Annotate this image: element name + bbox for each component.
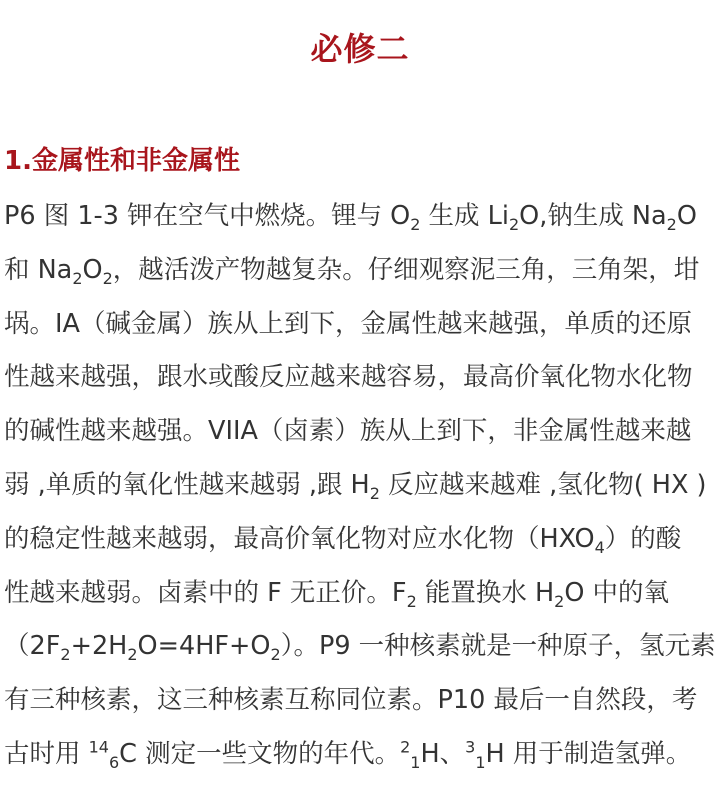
text-run: O,钠生成 Na	[519, 201, 667, 231]
subscript: 2	[369, 484, 380, 504]
text-line	[4, 674, 718, 728]
subscript: 2	[406, 591, 417, 611]
subscript: 2	[666, 215, 677, 235]
body-paragraph	[4, 190, 718, 782]
superscript: 14	[88, 737, 109, 757]
subscript: 2	[270, 645, 281, 665]
text-line	[4, 405, 718, 459]
text-run: H 用于制造氢弹。	[485, 738, 692, 769]
text-run: 埚。IA（碱金属）族从上到下，金属性越来越强，单质的还原	[4, 308, 692, 339]
text-run: O=4HF+O	[137, 631, 271, 662]
text-line	[4, 567, 718, 621]
text-run: 性越来越弱。卤素中的 F 无正价。F	[4, 577, 407, 608]
text-run: O 中的氧	[564, 577, 670, 608]
text-run: （2F	[4, 631, 61, 662]
subscript: 2	[102, 268, 113, 288]
subscript: 2	[72, 268, 83, 288]
text-line	[4, 620, 718, 674]
text-run: 反应越来越难 ,氢化物( HX )	[379, 469, 707, 500]
superscript: 2	[400, 737, 411, 757]
text-run: 有三种核素，这三种核素互称同位素。P10 最后一自然段，考	[4, 685, 698, 716]
subscript: 2	[127, 645, 138, 665]
subscript: 1	[475, 753, 486, 773]
page-title: 必修二	[310, 30, 410, 68]
subscript: 6	[108, 753, 120, 773]
text-line	[4, 190, 718, 244]
text-line	[4, 513, 718, 567]
text-run: 性越来越强，跟水或酸反应越来越容易，最高价氧化物水化物	[4, 362, 693, 393]
text-run: +2H	[70, 631, 128, 662]
text-run: ，越活泼产物越复杂。仔细观察泥三角，三角架，坩	[112, 254, 700, 285]
text-run: 生成 Li	[420, 201, 509, 231]
text-run: 的稳定性越来越弱，最高价氧化物对应水化物（HXO	[4, 523, 595, 554]
text-run: C 测定一些文物的年代。	[119, 738, 401, 769]
subscript: 2	[508, 215, 520, 235]
superscript: 3	[465, 737, 476, 757]
text-line	[4, 244, 718, 298]
text-run: P6 图 1-3 钾在空气中燃烧。锂与 O	[4, 201, 411, 231]
section-heading: 1.金属性和非金属性	[4, 146, 240, 176]
text-run: ）。P9 一种核素就是一种原子，氢元素	[280, 631, 716, 662]
text-run: 和 Na	[4, 254, 73, 285]
text-line	[4, 351, 718, 405]
text-run: ）的酸	[604, 523, 682, 554]
text-line	[4, 728, 718, 782]
text-run: 古时用	[4, 738, 89, 769]
subscript: 2	[554, 591, 565, 611]
subscript: 1	[410, 753, 421, 773]
subscript: 2	[60, 645, 71, 665]
subscript: 4	[594, 537, 605, 557]
text-run: H、	[420, 738, 466, 769]
text-run: O	[676, 201, 697, 231]
text-run: 能置换水 H	[416, 577, 555, 608]
text-line	[4, 459, 718, 513]
text-line	[4, 298, 718, 352]
text-run: 弱 ,单质的氧化性越来越弱 ,跟 H	[4, 469, 370, 500]
text-run: O	[82, 254, 103, 285]
subscript: 2	[410, 215, 421, 235]
text-run: 的碱性越来越强。VIIA（卤素）族从上到下，非金属性越来越	[4, 416, 692, 447]
